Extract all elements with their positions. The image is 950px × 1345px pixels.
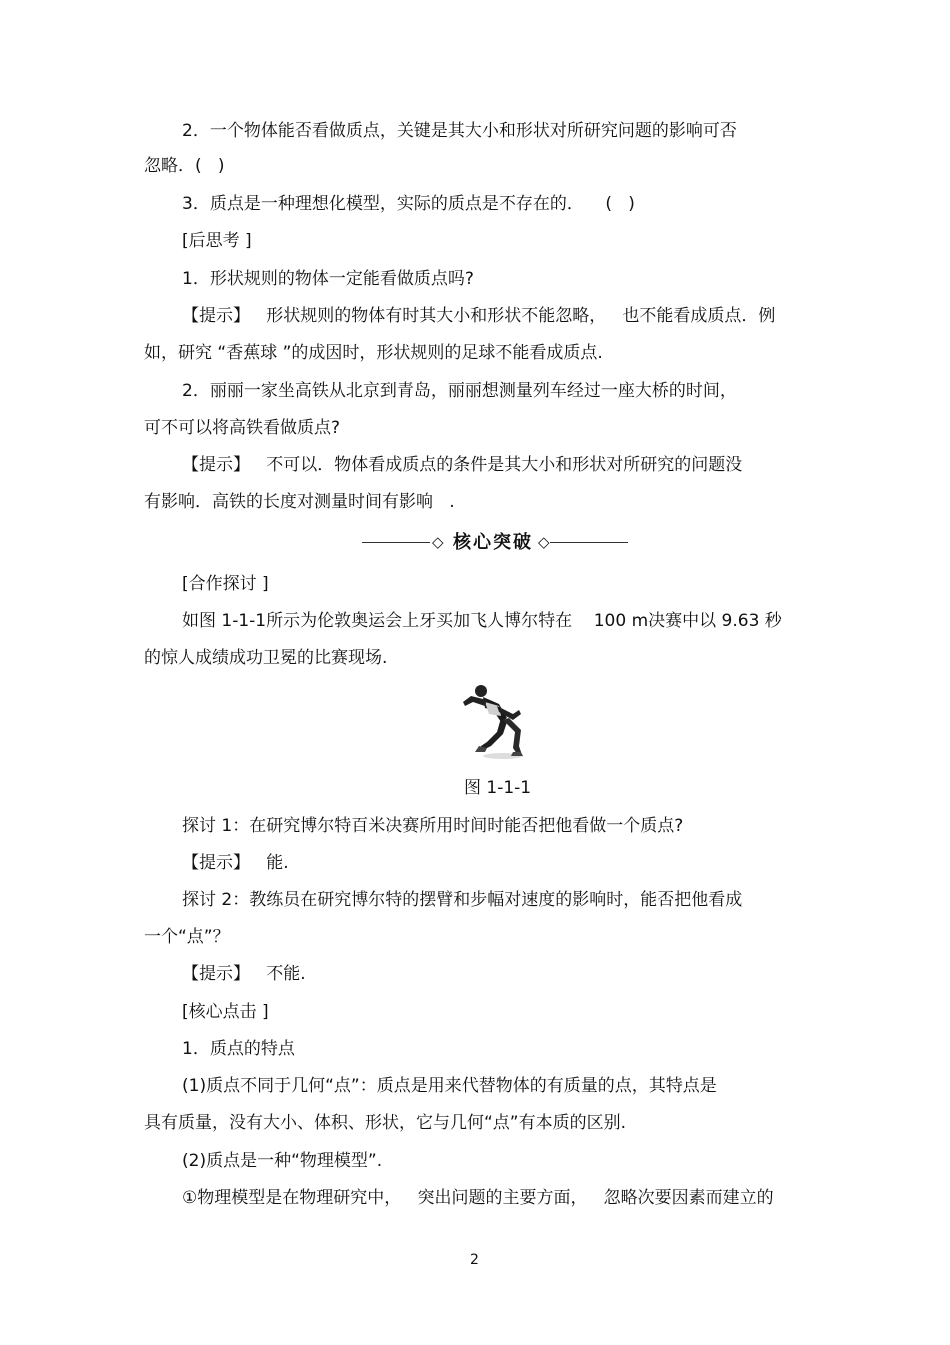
section-heading: [核心点击 ] [182,1002,269,1022]
hint-line: 【提示】 形状规则的物体有时其大小和形状不能忽略， 也不能看成质点．例 [182,306,776,326]
question-line: 1．形状规则的物体一定能看做质点吗? [182,269,474,289]
section-heading: [合作探讨 ] [182,574,269,594]
text-line: 有影响．高铁的长度对测量时间有影响 . [144,492,455,512]
text-line: 3．质点是一种理想化模型，实际的质点是不存在的． ( ) [182,194,635,214]
text-line: ①物理模型是在物理研究中， 突出问题的主要方面， 忽略次要因素而建立的 [182,1188,774,1208]
question-line: 2．丽丽一家坐高铁从北京到青岛，丽丽想测量列车经过一座大桥的时间， [182,381,737,401]
section-heading: [后思考 ] [182,231,252,251]
text-line: 的惊人成绩成功卫冕的比赛现场. [144,648,388,668]
question-line: 探讨 2：教练员在研究博尔特的摆臂和步幅对速度的影响时，能否把他看成 [182,890,743,910]
hint-line: 【提示】 不能. [182,964,306,984]
text-line: 一个“点”？ [144,927,230,947]
subheading: 1．质点的特点 [182,1039,295,1059]
section-banner [362,531,628,555]
diamond-icon: ◇ [538,533,550,551]
diamond-icon: ◇ [432,533,444,551]
banner-rule-left [362,542,430,543]
text-line: (1)质点不同于几何“点”：质点是用来代替物体的有质量的点，其特点是 [182,1076,717,1096]
figure-caption: 图 1-1-1 [464,778,532,798]
text-line: 可不可以将高铁看做质点? [144,418,341,438]
hint-line: 【提示】 能. [182,853,289,873]
sprinter-photo [455,682,529,760]
text-line: 2．一个物体能否看做质点，关键是其大小和形状对所研究问题的影响可否 [182,121,737,141]
page-number: 2 [470,1252,479,1268]
text-line: (2)质点是一种“物理模型”. [182,1151,383,1171]
text-line: 如图 1-1-1所示为伦敦奥运会上牙买加飞人博尔特在 100 m决赛中以 9.63 秒 [182,611,782,631]
text-line: 忽略．( ) [144,156,225,176]
text-line: 具有质量，没有大小、体积、形状，它与几何“点”有本质的区别. [144,1113,627,1133]
hint-line: 【提示】 不可以．物体看成质点的条件是其大小和形状对所研究的问题没 [182,455,743,475]
question-line: 探讨 1：在研究博尔特百米决赛所用时间时能否把他看做一个质点? [182,816,684,836]
banner-rule-right [550,542,628,543]
banner-title: 核心突破 [453,532,533,553]
text-line: 如，研究 “香蕉球 ”的成因时，形状规则的足球不能看成质点. [144,343,603,363]
